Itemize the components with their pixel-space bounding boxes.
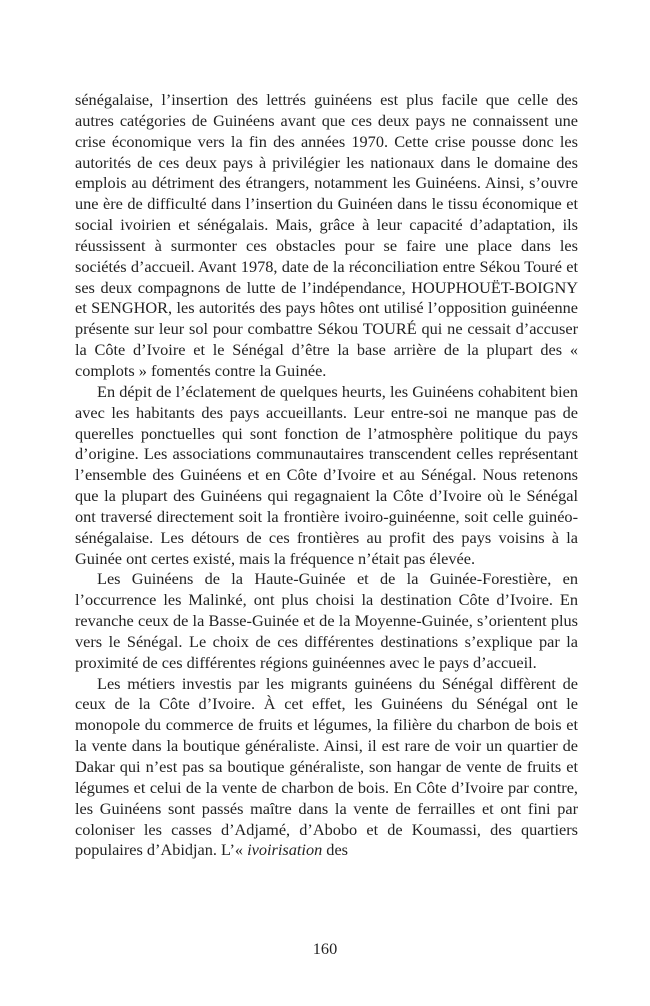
paragraph-4-text: Les métiers investis par les migrants guinéens du Sénégal diffèrent de ceux de la Côte d’Ivoire. À cet effet, les Guinéens du Sénégal ont le monopole du commerce de fruits et légumes, la filière du charbon de bois et la vente dans la boutique généraliste. Ainsi, il est rare de voir un quartier de Dakar qui n’est pas sa boutique généraliste, son hangar de vente de fruits et légumes et celui de la vente de charbon de bois. En Côte d’Ivoire par contre, les Guinéens sont passés maître dans la vente de ferrailles et ont fini par coloniser les casses d’Adjamé, d’Abobo et de Koumassi, des quartiers populaires d’Abidjan. L’« xyxy=(75,673,578,860)
page-number: 160 xyxy=(312,939,338,958)
paragraph-1: sénégalaise, l’insertion des lettrés guinéens est plus facile que celle des autres catégories de Guinéens avant que ces deux pays ne connaissent une crise économique vers la fin des années 1970. Cette crise pousse donc les autorités de ces deux pays à privilégier les nationaux dans le domaine des emplois au détriment des étrangers, notamment les Guinéens. Ainsi, s’ouvre une ère de difficulté dans l’insertion du Guinéen dans le tissu économique et social ivoirien et sénégalais. Mais, grâce à leur capacité d’adaptation, ils réussissent à surmonter ces obstacles pour se faire une place dans les sociétés d’accueil. Avant 1978, date de la réconciliation entre Sékou Touré et ses deux compagnons de lutte de l’indépendance, HOUPHOUËT-BOIGNY et SENGHOR, les autorités des pays hôtes ont utilisé l’opposition guinéenne présente sur leur sol pour combattre Sékou TOURÉ qui ne cessait d’accuser la Côte d’Ivoire et le Sénégal d’être la base arrière de la plupart des « complots » fomentés contre la Guinée. xyxy=(75,90,578,380)
paragraph-4-italic-term: ivoirisation xyxy=(247,840,323,860)
paragraph-4-tail: des xyxy=(322,840,349,860)
paragraph-4 xyxy=(75,674,578,862)
body-text xyxy=(75,90,578,861)
paragraph-3: Les Guinéens de la Haute-Guinée et de la Guinée-Forestière, en l’occurrence les Malinké, ont plus choisi la destination Côte d’Ivoire. En revanche ceux de la Basse-Guinée et de la Moyenne-Guinée, s’orientent plus vers le Sénégal. Le choix de ces différentes destinations s’explique par la proximité de ces différentes régions guinéennes avec le pays d’accueil. xyxy=(75,569,578,672)
paragraph-2: En dépit de l’éclatement de quelques heurts, les Guinéens cohabitent bien avec les habitants des pays accueillants. Leur entre-soi ne manque pas de querelles ponctuelles qui sont fonction de l’atmosphère politique du pays d’origine. Les associations communautaires transcendent celles représentant l’ensemble des Guinéens et en Côte d’Ivoire et au Sénégal. Nous retenons que la plupart des Guinéens qui regagnaient la Côte d’Ivoire où le Sénégal ont traversé directement soit la frontière ivoiro-guinéenne, soit celle guinéo-sénégalaise. Les détours de ces frontières au profit des pays voisins à la Guinée ont certes existé, mais la fréquence n’était pas élevée. xyxy=(75,381,578,568)
